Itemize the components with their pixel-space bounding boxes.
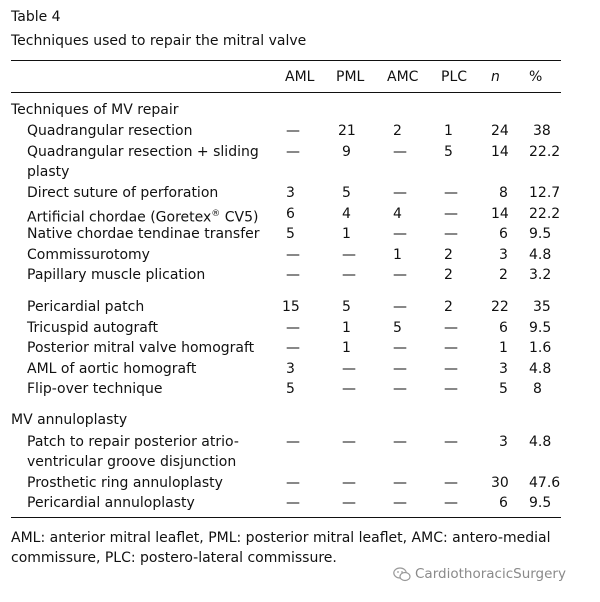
cell-amc: — [393,185,407,201]
cell-pct: 8 [533,381,542,397]
cell-amc: — [393,381,407,397]
cell-aml: — [286,475,300,491]
cell-plc: 5 [444,144,453,160]
cell-plc: — [444,475,458,491]
cell-amc: — [393,475,407,491]
row-label: Pericardial annuloplasty [27,495,195,511]
footnote-line-1: AML: anterior mitral leaflet, PML: posterior mitral leaflet, AMC: antero-medial [11,530,551,546]
row-label: Tricuspid autograft [27,320,159,336]
cell-n: 3 [499,247,508,263]
cell-n: 3 [499,361,508,377]
registered-mark: ® [211,209,221,219]
cell-n: 22 [491,299,509,315]
cell-plc: — [444,434,458,450]
cell-pml: 9 [342,144,351,160]
cell-aml: 3 [286,361,295,377]
cell-pct: 9.5 [529,495,552,511]
cell-plc: — [444,340,458,356]
row-label: Quadrangular resection + sliding [27,144,259,160]
col-header-pml: PML [336,69,365,85]
cell-n: 14 [491,144,509,160]
cell-amc: — [393,434,407,450]
cell-pml: 1 [342,226,351,242]
cell-amc: — [393,495,407,511]
cell-pml: — [342,381,356,397]
cell-amc: 2 [393,123,402,139]
cell-plc: — [444,495,458,511]
cell-pct: 38 [533,123,551,139]
cell-amc: — [393,299,407,315]
cell-pml: 4 [342,206,351,222]
cell-n: 6 [499,320,508,336]
cell-n: 8 [499,185,508,201]
wechat-icon [393,567,411,582]
col-header-percent: % [529,69,543,85]
row-label-tail: CV5) [220,209,259,226]
cell-aml: 5 [286,381,295,397]
cell-aml: 15 [282,299,300,315]
row-label: Patch to repair posterior atrio- [27,434,239,450]
row-label: Prosthetic ring annuloplasty [27,475,223,491]
cell-aml: 5 [286,226,295,242]
cell-pct: 9.5 [529,320,552,336]
cell-plc: 1 [444,123,453,139]
cell-pct: 9.5 [529,226,552,242]
row-label-continuation: plasty [27,164,70,180]
watermark [393,566,566,582]
cell-aml: — [286,267,300,283]
cell-amc: 1 [393,247,402,263]
cell-n: 6 [499,495,508,511]
cell-pct: 4.8 [529,361,552,377]
cell-plc: 2 [444,247,453,263]
cell-amc: — [393,361,407,377]
cell-n: 14 [491,206,509,222]
cell-pml: 21 [338,123,356,139]
row-label: Direct suture of perforation [27,185,219,201]
cell-pct: 22.2 [529,144,561,160]
cell-plc: — [444,226,458,242]
cell-pct: 4.8 [529,434,552,450]
cell-aml: — [286,320,300,336]
cell-n: 2 [499,267,508,283]
cell-amc: — [393,226,407,242]
cell-plc: — [444,185,458,201]
row-label-text: Artificial chordae (Goretex [27,209,212,226]
watermark-text: CardiothoracicSurgery [415,566,566,582]
cell-amc: 4 [393,206,402,222]
cell-pct: 47.6 [529,475,561,491]
cell-pml: — [342,267,356,283]
cell-n: 1 [499,340,508,356]
row-label: Flip-over technique [27,381,163,397]
row-label: AML of aortic homograft [27,361,197,377]
cell-pct: 22.2 [529,206,561,222]
cell-n: 6 [499,226,508,242]
cell-pml: 5 [342,185,351,201]
cell-aml: 3 [286,185,295,201]
cell-plc: — [444,381,458,397]
cell-pct: 3.2 [529,267,552,283]
col-header-amc: AMC [387,69,419,85]
cell-aml: — [286,144,300,160]
row-label: Pericardial patch [27,299,145,315]
cell-aml: — [286,340,300,356]
row-label: Quadrangular resection [27,123,193,139]
section-heading-annuloplasty: MV annuloplasty [11,412,128,428]
cell-pct: 4.8 [529,247,552,263]
cell-amc: 5 [393,320,402,336]
top-rule [11,60,561,61]
cell-pml: — [342,475,356,491]
footnote-line-2: commissure, PLC: postero-lateral commissure. [11,550,337,566]
cell-aml: — [286,247,300,263]
row-label-continuation: ventricular groove disjunction [27,454,237,470]
cell-pml: 1 [342,340,351,356]
cell-pct: 12.7 [529,185,561,201]
col-header-plc: PLC [441,69,468,85]
cell-amc: — [393,267,407,283]
cell-pct: 35 [533,299,551,315]
header-rule [11,92,561,93]
cell-amc: — [393,144,407,160]
cell-aml: — [286,123,300,139]
table-number: Table 4 [11,9,61,25]
cell-pml: — [342,361,356,377]
section-heading-repair: Techniques of MV repair [11,102,179,118]
cell-aml: — [286,434,300,450]
row-label: Posterior mitral valve homograft [27,340,255,356]
cell-plc: — [444,320,458,336]
cell-pct: 1.6 [529,340,552,356]
cell-pml: — [342,495,356,511]
cell-n: 24 [491,123,509,139]
cell-n: 3 [499,434,508,450]
cell-pml: — [342,434,356,450]
cell-pml: — [342,247,356,263]
cell-pml: 5 [342,299,351,315]
cell-amc: — [393,340,407,356]
cell-plc: — [444,206,458,222]
cell-plc: — [444,361,458,377]
cell-plc: 2 [444,267,453,283]
bottom-rule [11,517,561,518]
row-label: Papillary muscle plication [27,267,206,283]
row-label [27,205,258,227]
row-label: Native chordae tendinae transfer [27,226,260,242]
cell-aml: 6 [286,206,295,222]
cell-plc: 2 [444,299,453,315]
cell-n: 5 [499,381,508,397]
cell-pml: 1 [342,320,351,336]
row-label: Commissurotomy [27,247,150,263]
col-header-aml: AML [285,69,315,85]
cell-aml: — [286,495,300,511]
table-title: Techniques used to repair the mitral valve [11,33,307,49]
col-header-n: n [491,69,500,85]
cell-n: 30 [491,475,509,491]
